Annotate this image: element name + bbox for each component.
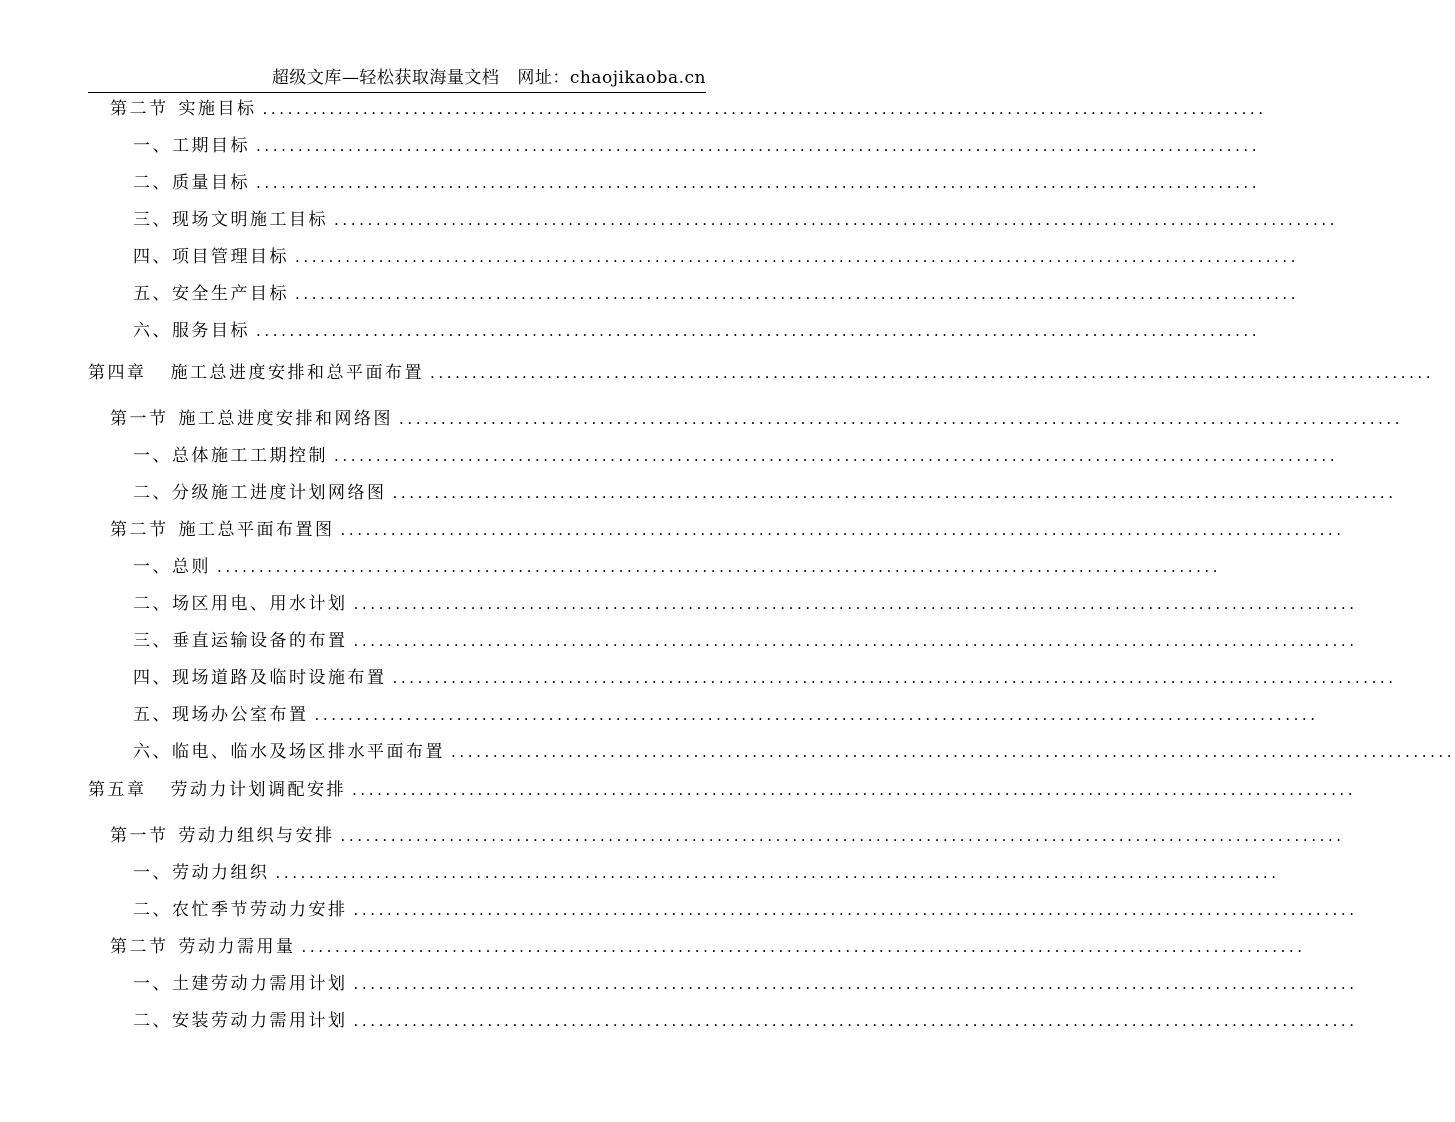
- toc-entry[interactable]: [133, 700, 1319, 725]
- dot-leader: ........................................................................................................................: [392, 669, 1397, 687]
- header-url-label: 网址：: [517, 68, 570, 88]
- toc-entry-number: 一、: [133, 974, 172, 994]
- dot-leader: ........................................................................................................................: [334, 211, 1339, 229]
- toc-entry-number: 第二节: [110, 937, 169, 957]
- toc-entry[interactable]: [133, 1006, 1358, 1031]
- toc-entry[interactable]: [133, 969, 1358, 994]
- toc-entry-title: 垂直运输设备的布置: [172, 631, 348, 651]
- toc-entry-title: 实施目标: [178, 99, 257, 119]
- toc-entry-title: 安全生产目标: [172, 284, 289, 304]
- toc-entry-number: 一、: [133, 557, 172, 577]
- toc-entry-title: 质量目标: [172, 173, 250, 193]
- toc-entry-title: 劳动力需用量: [178, 937, 296, 957]
- dot-leader: ........................................................................................................................: [256, 322, 1261, 340]
- toc-entry-number: 二、: [133, 900, 172, 920]
- dot-leader: ........................................................................................................................: [353, 595, 1358, 613]
- dot-leader: ........................................................................................................................: [217, 558, 1222, 576]
- toc-entry[interactable]: [110, 515, 1345, 540]
- toc-entry-title: 现场文明施工目标: [172, 210, 328, 230]
- toc-entry[interactable]: [88, 775, 1357, 800]
- dot-leader: ........................................................................................................................: [314, 706, 1319, 724]
- toc-entry-number: 六、: [133, 321, 172, 341]
- dot-leader: ........................................................................................................................: [256, 174, 1261, 192]
- toc-entry-title: 工期目标: [172, 136, 250, 156]
- toc-entry-title: 总体施工工期控制: [172, 446, 328, 466]
- toc-entry-number: 一、: [133, 863, 172, 883]
- dot-leader: ........................................................................................................................: [399, 410, 1404, 428]
- toc-entry-number: 三、: [133, 631, 172, 651]
- dot-leader: ........................................................................................................................: [392, 484, 1397, 502]
- toc-entry-number: 第二节: [110, 99, 169, 119]
- toc-entry-number: 二、: [133, 173, 172, 193]
- toc-entry[interactable]: [110, 94, 1267, 119]
- dot-leader: ........................................................................................................................: [301, 938, 1306, 956]
- dot-leader: ........................................................................................................................: [430, 364, 1435, 382]
- toc-entry-number: 四、: [133, 247, 172, 267]
- toc-entry-number: 二、: [133, 1011, 172, 1031]
- toc-entry-title: 施工总平面布置图: [178, 520, 335, 540]
- toc-entry-title: 项目管理目标: [172, 247, 289, 267]
- toc-entry[interactable]: [133, 895, 1358, 920]
- toc-entry-title: 劳动力组织: [172, 863, 270, 883]
- toc-entry[interactable]: [133, 589, 1358, 614]
- toc-entry-number: 二、: [133, 594, 172, 614]
- dot-leader: ........................................................................................................................: [353, 975, 1358, 993]
- dot-leader: ........................................................................................................................: [262, 100, 1267, 118]
- toc-entry-title: 总则: [172, 557, 211, 577]
- toc-entry[interactable]: [133, 737, 1455, 762]
- toc-entry-number: 五、: [133, 705, 172, 725]
- toc-entry-title: 现场道路及临时设施布置: [172, 668, 387, 688]
- toc-entry[interactable]: [133, 242, 1300, 267]
- toc-entry[interactable]: [133, 552, 1222, 577]
- toc-entry[interactable]: [88, 358, 1435, 383]
- toc-entry-number: 第四章: [88, 363, 147, 383]
- toc-entry[interactable]: [133, 168, 1261, 193]
- toc-entry[interactable]: [133, 131, 1261, 156]
- toc-entry[interactable]: [110, 932, 1306, 957]
- toc-entry[interactable]: [133, 626, 1358, 651]
- dot-leader: ........................................................................................................................: [295, 285, 1300, 303]
- dot-leader: ........................................................................................................................: [275, 864, 1280, 882]
- toc-entry[interactable]: [110, 821, 1345, 846]
- toc-entry-number: 第二节: [110, 520, 169, 540]
- toc-entry-title: 劳动力计划调配安排: [170, 780, 346, 800]
- toc-entry-title: 农忙季节劳动力安排: [172, 900, 348, 920]
- toc-entry-title: 劳动力组织与安排: [178, 826, 335, 846]
- toc-entry-title: 服务目标: [172, 321, 250, 341]
- dot-leader: ........................................................................................................................: [451, 743, 1455, 761]
- toc-entry-title: 场区用电、用水计划: [172, 594, 348, 614]
- dot-leader: ........................................................................................................................: [256, 137, 1261, 155]
- toc-entry[interactable]: [133, 858, 1280, 883]
- toc-entry-title: 临电、临水及场区排水平面布置: [172, 742, 445, 762]
- toc-entry-number: 一、: [133, 136, 172, 156]
- toc-entry-title: 土建劳动力需用计划: [172, 974, 348, 994]
- toc-entry-number: 第一节: [110, 409, 169, 429]
- dot-leader: ........................................................................................................................: [352, 781, 1357, 799]
- toc-entry-title: 施工总进度安排和网络图: [178, 409, 393, 429]
- dot-leader: ........................................................................................................................: [295, 248, 1300, 266]
- dot-leader: ........................................................................................................................: [353, 632, 1358, 650]
- header-url: chaojikaoba.cn: [569, 68, 706, 88]
- toc-entry-number: 一、: [133, 446, 172, 466]
- dot-leader: ........................................................................................................................: [353, 901, 1358, 919]
- toc-entry-title: 现场办公室布置: [172, 705, 309, 725]
- toc-entry-number: 六、: [133, 742, 172, 762]
- toc-entry[interactable]: [133, 316, 1261, 341]
- toc-entry-title: 安装劳动力需用计划: [172, 1011, 348, 1031]
- toc-entry[interactable]: [133, 205, 1339, 230]
- toc-entry[interactable]: [133, 478, 1397, 503]
- toc-entry[interactable]: [133, 663, 1397, 688]
- dot-leader: ........................................................................................................................: [340, 827, 1345, 845]
- toc-entry-title: 分级施工进度计划网络图: [172, 483, 387, 503]
- dot-leader: ........................................................................................................................: [353, 1012, 1358, 1030]
- toc-entry[interactable]: [133, 441, 1339, 466]
- toc-entry-number: 四、: [133, 668, 172, 688]
- toc-entry-number: 五、: [133, 284, 172, 304]
- header-title: 超级文库—轻松获取海量文档: [271, 68, 500, 88]
- dot-leader: ........................................................................................................................: [334, 447, 1339, 465]
- toc-entry-number: 三、: [133, 210, 172, 230]
- toc-entry-number: 第五章: [88, 780, 147, 800]
- page-header: [88, 64, 706, 93]
- toc-entry[interactable]: [110, 404, 1404, 429]
- toc-entry-number: 第一节: [110, 826, 169, 846]
- toc-entry[interactable]: [133, 279, 1300, 304]
- toc-entry-title: 施工总进度安排和总平面布置: [170, 363, 424, 383]
- toc-entry-number: 二、: [133, 483, 172, 503]
- dot-leader: ........................................................................................................................: [340, 521, 1345, 539]
